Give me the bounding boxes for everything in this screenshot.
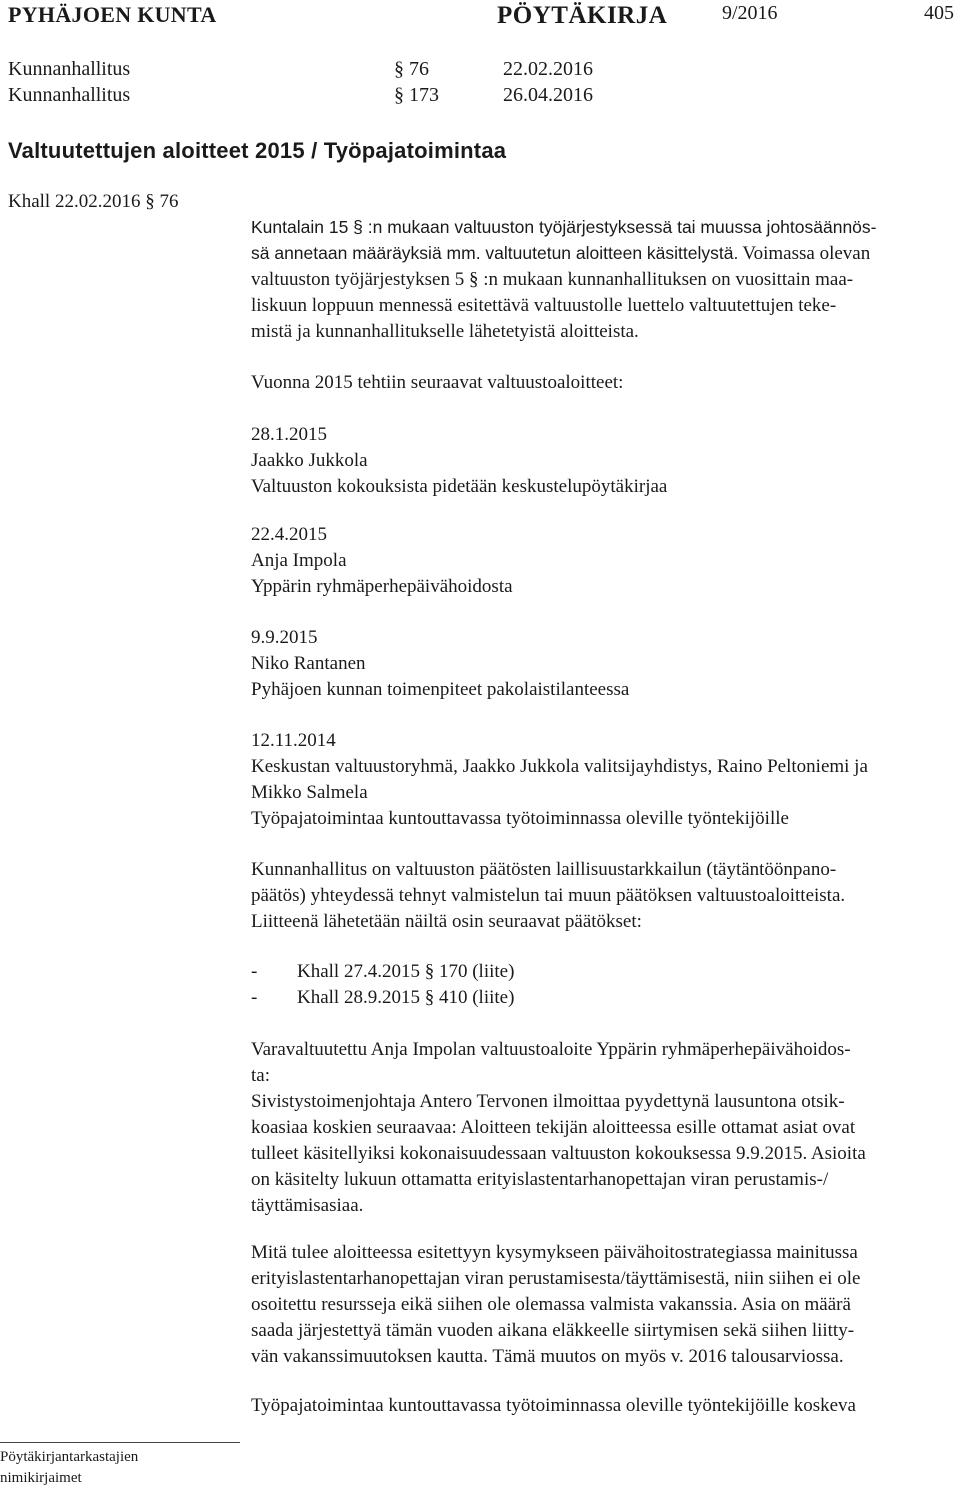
- reference-body: Kunnanhallitus: [8, 84, 131, 106]
- initiative-item: [251, 522, 956, 600]
- initiative-item: [251, 728, 956, 832]
- section-icon: §: [394, 58, 404, 80]
- paragraph-line: Kunnanhallitus on valtuuston päätösten laillisuustarkkailun (täytäntöönpano-: [251, 859, 837, 880]
- paragraph-line: osoitettu resursseja eikä siihen ole olemassa valmista vakanssia. Asia on määrä: [251, 1294, 851, 1315]
- page-number: 405: [924, 2, 954, 24]
- initiative-author: Niko Rantanen: [251, 653, 366, 674]
- khall-reference: Khall 22.02.2016 § 76: [8, 191, 179, 212]
- initiative-author: Keskustan valtuustoryhmä, Jaakko Jukkola valitsijayhdistys, Raino Peltoniemi ja: [251, 756, 868, 777]
- paragraph-line: tulleet käsitellyiksi kokonaisuudessaan valtuuston kokouksessa 9.9.2015. Asioita: [251, 1143, 866, 1164]
- reference-section: § 76: [394, 58, 429, 80]
- initiative-subject: Valtuuston kokouksista pidetään keskustelupöytäkirjaa: [251, 476, 668, 497]
- paragraph-line: Sivistystoimenjohtaja Antero Tervonen ilmoittaa pyydettynä lausuntona otsik-: [251, 1091, 845, 1112]
- initiative-author: Anja Impola: [251, 550, 347, 571]
- reference-section: § 173: [394, 84, 439, 106]
- initiative-date: 28.1.2015: [251, 424, 327, 445]
- list-item: - Khall 27.4.2015 § 170 (liite): [251, 959, 956, 985]
- decision-link: Khall 28.9.2015 § 410 (liite): [297, 987, 515, 1008]
- review-paragraph: [251, 857, 956, 935]
- paragraph-line: Liitteenä lähetetään näiltä osin seuraavat päätökset:: [251, 911, 642, 932]
- intro-line: sä annetaan määräyksiä mm. valtuutetun aloitteen käsittelystä. Voimassa olevan: [251, 243, 871, 264]
- reference-body: Kunnanhallitus: [8, 58, 131, 80]
- paragraph-line: vän vakanssimuutoksen kautta. Tämä muutos on myös v. 2016 talousarviossa.: [251, 1346, 844, 1367]
- issue-number: 9/2016: [722, 2, 778, 24]
- initiative-subject: Työpajatoimintaa kuntouttavassa työtoiminnassa oleville työntekijöille: [251, 808, 789, 829]
- decision-link: Khall 27.4.2015 § 170 (liite): [297, 961, 515, 982]
- impola-paragraph: [251, 1037, 956, 1219]
- paragraph-line: Varavaltuutettu Anja Impolan valtuustoaloite Yppärin ryhmäperhepäivähoidos-: [251, 1039, 851, 1060]
- initiative-author: Mikko Salmela: [251, 782, 368, 803]
- document-type: PÖYTÄKIRJA: [497, 2, 668, 29]
- paragraph-line: erityislastentarhanopettajan viran perustamisesta/täyttämisestä, niin siihen ei ole: [251, 1268, 861, 1289]
- paragraph-line: on käsitelty lukuun ottamatta erityislastentarhanopettajan viran perustamis-/: [251, 1169, 829, 1190]
- intro-line: valtuuston työjärjestyksen 5 § :n mukaan kunnanhallituksen on vuosittain maa-: [251, 269, 854, 290]
- decisions-list: [251, 959, 956, 1011]
- reference-row: [8, 56, 708, 82]
- footer-label: Pöytäkirjantarkastajien: [0, 1449, 139, 1465]
- initiative-date: 22.4.2015: [251, 524, 327, 545]
- footer: [0, 1442, 240, 1489]
- reference-date: 22.02.2016: [503, 58, 593, 80]
- paragraph-line: Mitä tulee aloitteessa esitettyyn kysymykseen päivähoitostrategiassa mainitussa: [251, 1242, 858, 1263]
- strategy-paragraph: [251, 1240, 956, 1370]
- intro-paragraph: [251, 214, 956, 345]
- list-item: - Khall 28.9.2015 § 410 (liite): [251, 985, 956, 1011]
- paragraph-line: koasiaa koskien seuraavaa: Aloitteen tekijän aloitteessa esille ottamat asiat ovat: [251, 1117, 856, 1138]
- paragraph-line: täyttämisasiaa.: [251, 1195, 364, 1216]
- intro-line: Kuntalain 15 § :n mukaan valtuuston työjärjestyksessä tai muussa johtosäännös-: [251, 217, 877, 237]
- initiative-item: [251, 422, 956, 500]
- closing-paragraph: Työpajatoimintaa kuntouttavassa työtoiminnassa oleville työntekijöille koskeva: [251, 1395, 856, 1416]
- initiative-date: 12.11.2014: [251, 730, 336, 751]
- reference-date: 26.04.2016: [503, 84, 593, 106]
- paragraph-line: ta:: [251, 1065, 270, 1086]
- municipality-name: PYHÄJOEN KUNTA: [8, 2, 217, 27]
- initiative-subject: Yppärin ryhmäperhepäivähoidosta: [251, 576, 513, 597]
- intro-line: mistä ja kunnanhallitukselle lähetetyistä aloitteista.: [251, 321, 639, 342]
- reference-row: [8, 82, 708, 108]
- initiative-author: Jaakko Jukkola: [251, 450, 368, 471]
- section-title: Valtuutettujen aloitteet 2015 / Työpajatoimintaa: [8, 138, 507, 163]
- initiative-subject: Pyhäjoen kunnan toimenpiteet pakolaistilanteessa: [251, 679, 630, 700]
- intro-line: liskuun loppuun mennessä esitettävä valtuustolle luettelo valtuutettujen teke-: [251, 295, 837, 316]
- initiatives-heading: Vuonna 2015 tehtiin seuraavat valtuustoaloitteet:: [251, 372, 624, 393]
- footer-label: nimikirjaimet: [0, 1470, 82, 1486]
- paragraph-line: päätös) yhteydessä tehnyt valmistelun tai muun päätöksen valtuustoaloitteista.: [251, 885, 846, 906]
- initiative-date: 9.9.2015: [251, 627, 318, 648]
- paragraph-line: saada järjestettyä tämän vuoden aikana eläkkeelle siirtymisen sekä siihen liitty-: [251, 1320, 855, 1341]
- section-icon: §: [394, 84, 404, 106]
- initiative-item: [251, 625, 956, 703]
